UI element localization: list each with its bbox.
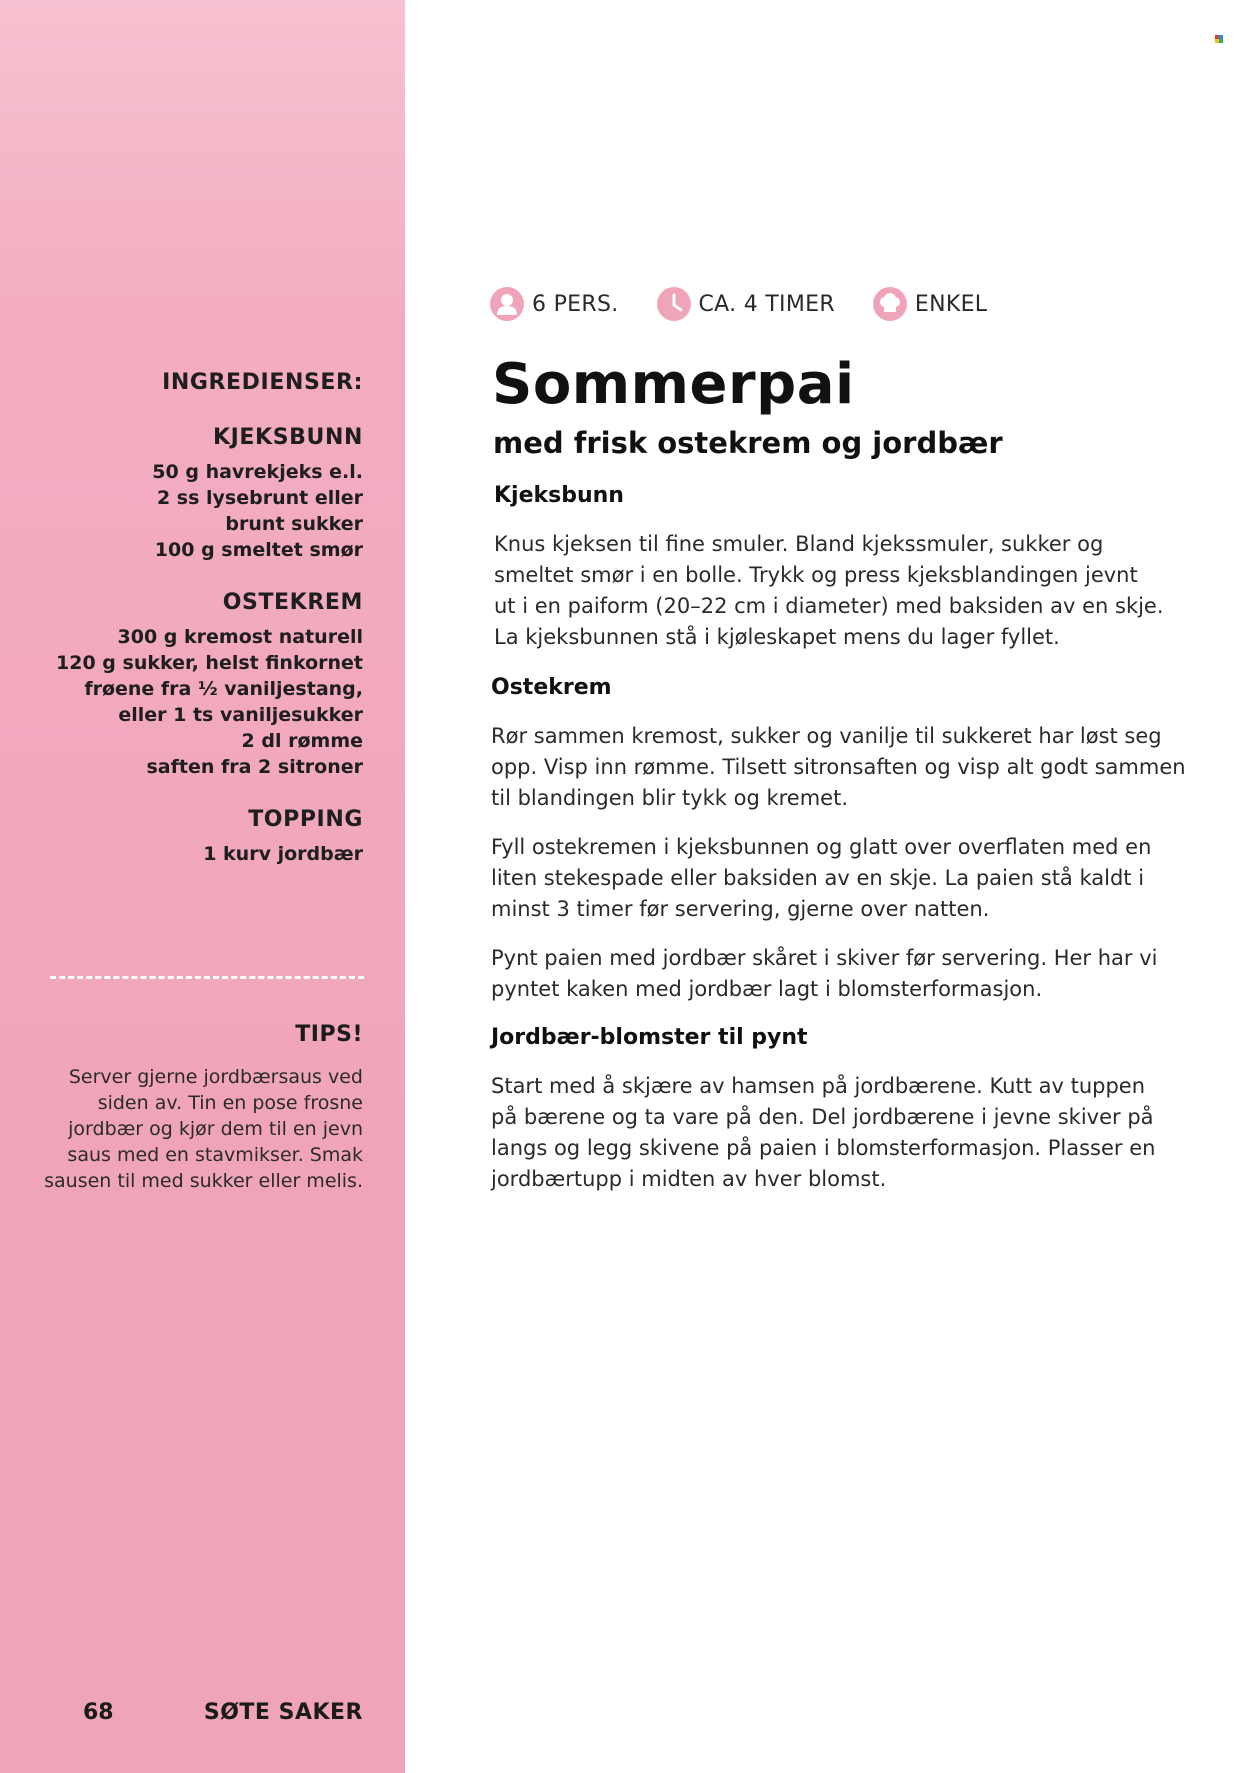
step-paragraph [491,1071,1191,1195]
paragraph-line: pyntet kaken med jordbær lagt i blomsterformasjon. [491,977,1043,1001]
ingredient-line: 100 g smeltet smør [154,539,363,561]
ingredient-line: 1 kurv jordbær [203,843,363,865]
step-heading-jordbaer-blomster: Jordbær-blomster til pynt [491,1025,808,1050]
paragraph-line: smeltet smør i en bolle. Trykk og press kjeksblandingen jevnt [494,563,1138,587]
paragraph-line: til blandingen blir tykk og kremet. [491,786,848,810]
paragraph-line: Pynt paien med jordbær skåret i skiver før servering. Her har vi [491,946,1158,970]
clock-icon [657,287,691,321]
tips-line: saus med en stavmikser. Smak [67,1144,363,1166]
tips-line: sausen til med sukker eller melis. [44,1170,363,1192]
paragraph-line: minst 3 timer før servering, gjerne over natten. [491,897,990,921]
ingredient-section-kjeksbunn [40,425,363,563]
step-heading-ostekrem: Ostekrem [491,675,612,700]
tips-line: siden av. Tin en pose frosne [97,1092,363,1114]
ingredient-line: 300 g kremost naturell [117,626,363,648]
ingredient-line: 2 ss lysebrunt eller [156,487,363,509]
tips-line: jordbær og kjør dem til en jevn [68,1118,363,1140]
dashed-divider [50,976,364,979]
meta-time [657,287,835,321]
meta-difficulty [873,287,987,321]
printer-color-mark-icon [1215,35,1223,43]
ingredients-title: INGREDIENSER: [162,370,363,395]
ingredient-section-heading: KJEKSBUNN [212,425,363,450]
paragraph-line: Fyll ostekremen i kjeksbunnen og glatt over overflaten med en [491,835,1152,859]
ingredient-section-heading: TOPPING [248,807,363,832]
step-paragraph [491,943,1191,1005]
paragraph-line: på bærene og ta vare på den. Del jordbærene i jevne skiver på [491,1105,1154,1129]
paragraph-line: Rør sammen kremost, sukker og vanilje til sukkeret har løst seg [491,724,1162,748]
ingredient-line: frøene fra ½ vaniljestang, [84,678,363,700]
recipe-title: Sommerpai [492,352,855,417]
paragraph-line: opp. Visp inn rømme. Tilsett sitronsaften og visp alt godt sammen [491,755,1186,779]
paragraph-line: Start med å skjære av hamsen på jordbærene. Kutt av tuppen [491,1074,1146,1098]
ingredient-line: 2 dl rømme [241,730,363,752]
sidebar-panel [0,0,405,1773]
paragraph-line: langs og legg skivene på paien i blomsterformasjon. Plasser en [491,1136,1156,1160]
chef-hat-icon [873,287,907,321]
servings-label: 6 PERS. [532,291,619,317]
step-paragraph [494,529,1194,653]
page-number: 68 [83,1700,114,1725]
ingredient-section-heading: OSTEKREM [222,590,363,615]
step-paragraph [491,832,1191,925]
ingredient-line: 50 g havrekjeks e.l. [152,461,363,483]
ingredient-line: saften fra 2 sitroner [146,756,363,778]
book-section-name: SØTE SAKER [203,1700,363,1725]
tips-text [40,1064,363,1194]
tips-line: Server gjerne jordbærsaus ved [68,1066,363,1088]
paragraph-line: jordbærtupp i midten av hver blomst. [491,1167,887,1191]
person-icon [490,287,524,321]
difficulty-label: ENKEL [914,291,988,317]
time-label: CA. 4 TIMER [698,291,835,317]
step-paragraph [491,721,1191,814]
paragraph-line: liten stekespade eller baksiden av en skje. La paien stå kaldt i [491,866,1145,890]
paragraph-line: ut i en paiform (20–22 cm i diameter) med baksiden av en skje. [494,594,1164,618]
ingredient-section-topping [40,807,363,867]
paragraph-line: La kjeksbunnen stå i kjøleskapet mens du lager fyllet. [494,625,1060,649]
ingredient-line: eller 1 ts vaniljesukker [118,704,363,726]
ingredient-line: 120 g sukker, helst finkornet [56,652,363,674]
step-heading-kjeksbunn: Kjeksbunn [494,483,624,508]
recipe-subtitle: med frisk ostekrem og jordbær [493,426,1003,460]
meta-servings [490,287,619,321]
recipe-meta-row [490,285,1025,323]
paragraph-line: Knus kjeksen til fine smuler. Bland kjekssmuler, sukker og [494,532,1104,556]
ingredient-line: brunt sukker [225,513,363,535]
tips-title: TIPS! [295,1022,363,1047]
ingredient-section-ostekrem [40,590,363,780]
